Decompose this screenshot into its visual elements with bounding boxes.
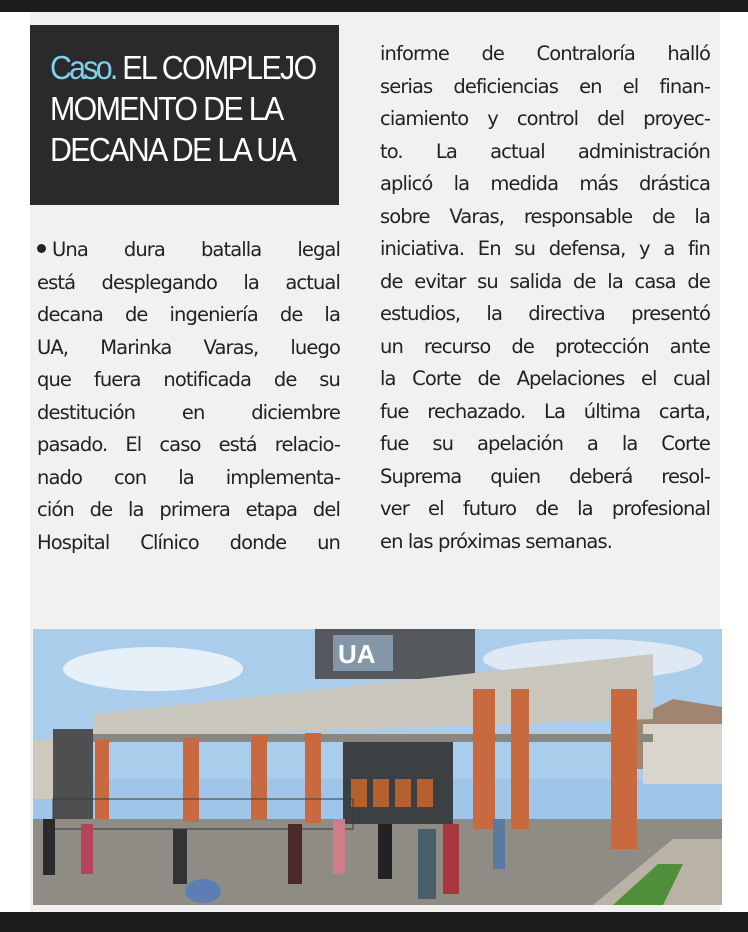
person xyxy=(173,829,187,884)
headline-line-1: EL COMPLEJO xyxy=(122,49,316,86)
sign-text: UA xyxy=(338,639,376,669)
headline-box xyxy=(30,25,339,205)
body-line: ciamiento y control del proyec- xyxy=(380,107,710,130)
person xyxy=(493,819,505,869)
headline-kicker: Caso. xyxy=(50,49,116,86)
body-line: que fuera notificada de su xyxy=(37,368,340,391)
body-line: iniciativa. En su defensa, y a fin xyxy=(380,237,710,260)
window xyxy=(395,779,411,807)
body-line: nado con la implementa- xyxy=(37,465,340,489)
body-line: fue rechazado. La última carta, xyxy=(380,399,710,423)
body-line: ción de la primera etapa del xyxy=(37,498,340,521)
pillar xyxy=(611,689,637,849)
person xyxy=(288,824,302,884)
body-line: aplicó la medida más drástica xyxy=(380,172,710,195)
body-line: de evitar su salida de la casa de xyxy=(380,269,710,293)
person xyxy=(418,829,436,899)
pillar xyxy=(473,689,495,829)
pillar xyxy=(251,735,267,820)
body-line: ver el futuro de la profesional xyxy=(380,497,710,520)
body-line: Hospital Clínico donde un xyxy=(37,530,340,554)
body-line: estudios, la directiva presentó xyxy=(380,302,710,325)
pillar xyxy=(511,689,529,829)
body-line: Una dura batalla legal xyxy=(37,234,340,267)
body-line: UA, Marinka Varas, luego xyxy=(37,335,340,359)
person xyxy=(443,824,459,894)
body-line: to. La actual administración xyxy=(380,139,710,163)
headline xyxy=(50,47,316,170)
bullet-icon xyxy=(37,244,46,253)
bottom-rule xyxy=(0,912,748,932)
body-line: decana de ingeniería de la xyxy=(37,303,340,326)
pillar xyxy=(305,733,321,823)
body-column-left xyxy=(37,234,340,559)
pillar xyxy=(95,739,109,819)
campus-entrance-illustration xyxy=(33,629,722,905)
body-line: un recurso de protección ante xyxy=(380,334,710,358)
canopy-edge xyxy=(93,734,653,742)
body-column-right xyxy=(380,38,710,558)
top-rule xyxy=(0,0,748,12)
body-line: pasado. El caso está relacio- xyxy=(37,433,340,456)
window xyxy=(373,779,389,807)
body-line: la Corte de Apelaciones el cual xyxy=(380,367,710,390)
body-line: Suprema quien deberá resol- xyxy=(380,464,710,488)
person-cap xyxy=(185,879,221,903)
person xyxy=(43,819,55,875)
person xyxy=(333,819,345,874)
side-wall xyxy=(53,729,93,819)
headline-line-2: MOMENTO DE LA xyxy=(50,90,283,127)
body-line: serias deficiencias en el finan- xyxy=(380,74,710,98)
body-line: en las próximas semanas. xyxy=(380,529,613,553)
body-line: fue su apelación a la Corte xyxy=(380,432,710,455)
window xyxy=(417,779,433,807)
campus-entrance-photo xyxy=(33,629,722,905)
body-line: destitución en diciembre xyxy=(37,400,340,424)
body-line: está desplegando la actual xyxy=(37,270,340,294)
cloud xyxy=(63,647,243,691)
pillar xyxy=(183,737,199,822)
background-building xyxy=(643,724,722,784)
body-line: sobre Varas, responsable de la xyxy=(380,204,710,228)
headline-line-3: DECANA DE LA UA xyxy=(50,131,296,168)
body-line: informe de Contraloría halló xyxy=(380,42,710,65)
person xyxy=(81,824,93,874)
person xyxy=(378,824,392,879)
